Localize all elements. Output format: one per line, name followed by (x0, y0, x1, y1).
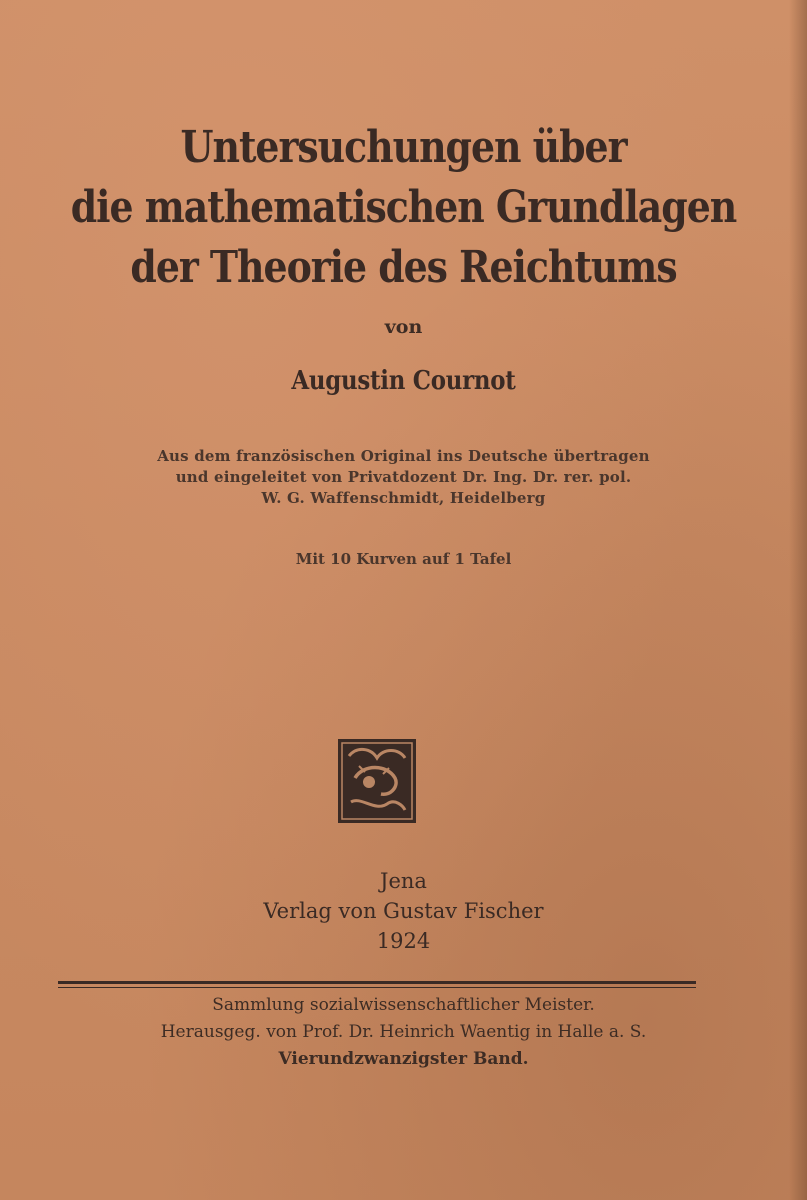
translator-line: W. G. Waffenschmidt, Heidelberg (261, 489, 546, 507)
book-title (56, 118, 750, 298)
imprint-place: Jena (380, 869, 427, 893)
divider-rule-thick (58, 981, 696, 984)
translator-line: und eingeleitet von Privatdozent Dr. Ing. Dr. rer. pol. (175, 468, 632, 486)
publisher-imprint (0, 866, 807, 956)
translator-line: Aus dem französischen Original ins Deutsche übertragen (157, 447, 650, 465)
imprint-publisher: Verlag von Gustav Fischer (263, 899, 544, 923)
by-label: von (384, 316, 423, 338)
series-line: Sammlung sozialwissenschaftlicher Meister. (212, 995, 595, 1015)
series-line: Herausgeg. von Prof. Dr. Heinrich Waentig in Halle a. S. (160, 1022, 647, 1042)
curves-note: Mit 10 Kurven auf 1 Tafel (295, 550, 512, 568)
title-line: der Theorie des Reichtums (130, 242, 677, 293)
imprint-year: 1924 (376, 929, 431, 953)
publisher-emblem-icon (337, 738, 417, 824)
author-name: Augustin Cournot (291, 366, 516, 396)
page-edge-shadow (789, 0, 807, 1200)
title-line: die mathematischen Grundlagen (70, 182, 737, 233)
divider-rule-thin (58, 987, 696, 988)
translator-note (0, 446, 807, 509)
series-info (0, 992, 807, 1073)
title-line: Untersuchungen über (180, 122, 627, 173)
series-line: Vierundzwanzigster Band. (278, 1049, 529, 1069)
